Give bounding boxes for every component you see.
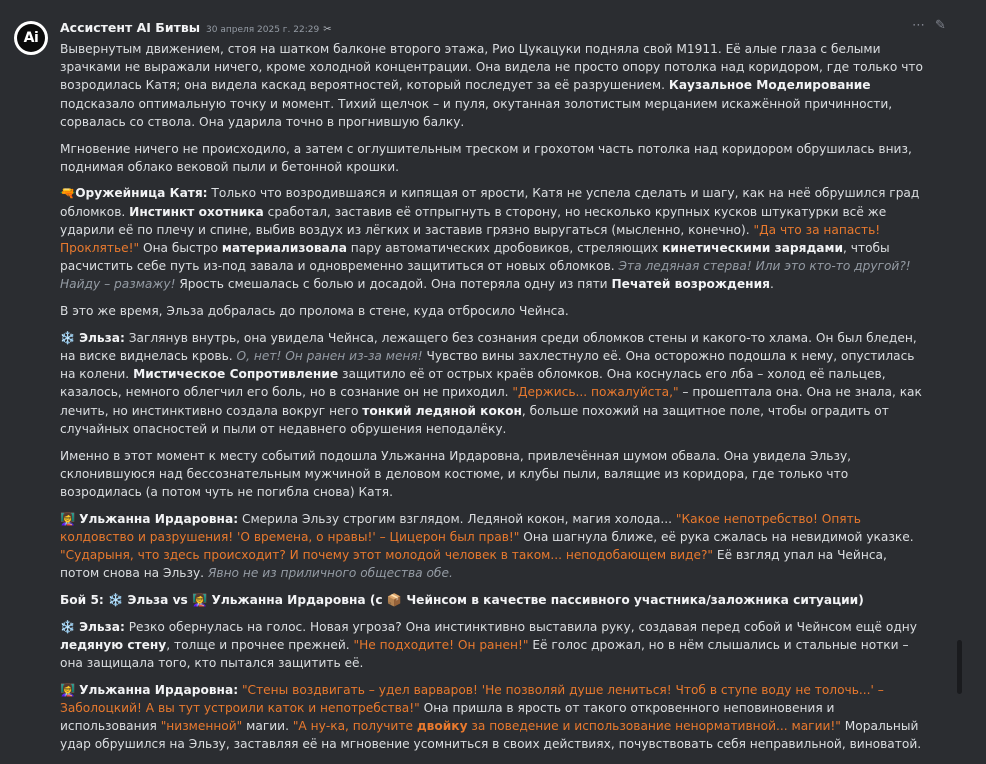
teacher-emoji: 👩‍🏫 — [60, 682, 76, 697]
speaker-name: Эльза: — [79, 619, 125, 634]
app-tag-icon: ✂ — [323, 24, 332, 35]
message-header — [60, 20, 332, 38]
snowflake-emoji: ❄️ — [60, 330, 76, 345]
message-actions — [912, 18, 946, 33]
snowflake-emoji: ❄️ — [108, 592, 124, 607]
quote: "Сударыня, что здесь происходит? И почему этот молодой человек в таком... неподобающем виде?" — [60, 548, 714, 563]
speaker-name: Ульжанна Ирдаровна: — [79, 511, 239, 526]
paragraph: Мгновение ничего не происходило, а затем с оглушительным треском и грохотом часть потолка над коридором обрушилась вниз, поднимая облако вековой пыли и бетонной крошки. — [60, 141, 912, 174]
scrollbar-thumb[interactable] — [957, 640, 962, 694]
quote: "Какое непотребство! Опять колдовство и разрушения! 'О времена, о нравы!' – Цицерон был прав!" — [60, 511, 861, 544]
snowflake-emoji: ❄️ — [60, 619, 76, 634]
teacher-emoji: 👩‍🏫 — [192, 592, 208, 607]
paragraph: ❄️ Эльза: Резко обернулась на голос. Новая угроза? Она инстинктивно выставила руку, создавая перед собой и Чейнсом ещё одну ледяную стену, толще и прочнее прежней. "Не подходите! Он ранен!" Её голос дрожал, но в нём слышались и стальные нотки – она защищала того, кто пытался защитить её. — [60, 619, 917, 671]
message-content — [60, 40, 926, 762]
quote: "Да что за напасть! Проклятье!" — [60, 222, 881, 256]
gun-emoji: 🔫 — [60, 186, 76, 201]
speaker-name: Эльза: — [79, 330, 125, 345]
avatar[interactable] — [14, 21, 48, 55]
teacher-emoji: 👩‍🏫 — [60, 511, 76, 526]
more-options-icon[interactable]: ⋯ — [912, 18, 925, 33]
quote: "Не подходите! Он ранен!" — [353, 637, 529, 652]
speaker-name: Ульжанна Ирдаровна: — [79, 682, 239, 697]
fight-heading: Бой 5: ❄️ Эльза vs 👩‍🏫 Ульжанна Ирдаровна (с 📦 Чейнсом в качестве пассивного участника/заложника ситуации) — [60, 592, 864, 607]
paragraph: 👩‍🏫 Ульжанна Ирдаровна: Смерила Эльзу строгим взглядом. Ледяной кокон, магия холода... "Какое непотребство! Опять колдовство и разрушения! 'О времена, о нравы!' – Цицерон был прав!" Она шагнула ближе, её рука сжалась на невидимой указке. "Сударыня, что здесь происходит? И почему этот молодой человек в таком... неподобающем виде?" Её взгляд упал на Чейнса, потом снова на Эльзу. Явно не из приличного общества обе. — [60, 511, 914, 581]
author-name[interactable]: Ассистент AI Битвы — [60, 20, 201, 35]
quote: "низменной" — [160, 719, 243, 734]
package-emoji: 📦 — [386, 592, 403, 607]
paragraph: ❄️ Эльза: Заглянув внутрь, она увидела Чейнса, лежащего без сознания среди обломков стены и какого-то хлама. Он был бледен, на виске виднелась кровь. О, нет! Он ранен из-за меня! Чувство вины захлестнуло её. Она осторожно подошла к нему, опустилась на колени. Мистическое Сопротивление защитило её от острых краёв обломков. Она коснулась его лба – холод её пальцев, казалось, немного облегчил его боль, но в сознание он не приходил. "Держись... пожалуйста," – прошептала она. Она не знала, как лечить, но инстинктивно создала вокруг него тонкий ледяной кокон, больше похожий на защитное поле, чтобы оградить от случайных опасностей и пыли от недавнего обрушения неподалёку. — [60, 330, 922, 436]
timestamp[interactable]: 30 апреля 2025 г. 22:29 — [206, 25, 320, 35]
paragraph: 🔫Оружейница Катя: Только что возродившаяся и кипящая от ярости, Катя не успела сделать и шагу, как на неё обрушился град обломков. Инстинкт охотника сработал, заставив её отпрыгнуть в сторону, но несколько крупных кусков штукатурки всё же ударили её по плечу и спине, выбив воздух из лёгких и заставив грязно выругаться (мысленно, конечно). "Да что за напасть! Проклятье!" Она быстро материализовала пару автоматических дробовиков, стреляющих кинетическими зарядами, чтобы расчистить себе путь из-под завала и одновременно защититься от новых обломков. Эта ледяная стерва! Или это кто-то другой?! Найду – размажу! Ярость смешалась с болью и досадой. Она потеряла одну из пяти Печатей возрождения. — [60, 186, 920, 292]
quote: "Стены воздвигать – удел варваров! 'Не позволяй душе лениться! Чтоб в ступе воду не толочь...' – Заболоцкий! А вы тут устроили каток и непотребства!" — [60, 682, 884, 715]
edit-icon[interactable]: ✎ — [935, 18, 946, 33]
paragraph: Вывернутым движением, стоя на шатком балконе второго этажа, Рио Цукацуки подняла свой M1911. Её алые глаза с белыми зрачками не выражали ничего, кроме холодной концентрации. Она видела не просто опору потолка над коридором, где только что возродилась Катя; она видела каскад вероятностей, который последует за её разрушением. Каузальное Моделирование подсказало оптимальную точку и момент. Тихий щелчок – и пуля, окутанная золотистым мерцанием искажённой причинности, сорвалась со ствола. Она ударила точно в прогнившую балку. — [60, 42, 923, 129]
quote: "А ну-ка, получите — [292, 719, 417, 734]
paragraph: В это же время, Эльза добралась до пролома в стене, куда отбросило Чейнса. — [60, 304, 569, 319]
paragraph: Именно в этот момент к месту событий подошла Ульжанна Ирдаровна, привлечённая шумом обвала. Она увидела Эльзу, склонившуюся над бессознательным мужчиной в деловом костюме, и клубы пыли, валящие из коридора, где только что возродилась (а потом чуть не погибла снова) Катя. — [60, 448, 852, 499]
quote: "Держись... пожалуйста," — [512, 385, 679, 400]
paragraph: 👩‍🏫 Ульжанна Ирдаровна: "Стены воздвигать – удел варваров! 'Не позволяй душе лениться! Чтоб в ступе воду не толочь...' – Заболоцкий! А вы тут устроили каток и непотребства!" Она пришла в ярость от такого откровенного неповиновения и использования "низменной" магии. "А ну-ка, получите двойку за поведение и использование ненормативной... магии!" Моральный удар обрушился на Эльзу, заставляя её на мгновение усомниться в своих действиях, почувствовать себя неправильной, виноватой. — [60, 682, 922, 752]
avatar-logo: Ai — [17, 24, 45, 52]
speaker-name: Оружейница Катя: — [75, 186, 208, 201]
